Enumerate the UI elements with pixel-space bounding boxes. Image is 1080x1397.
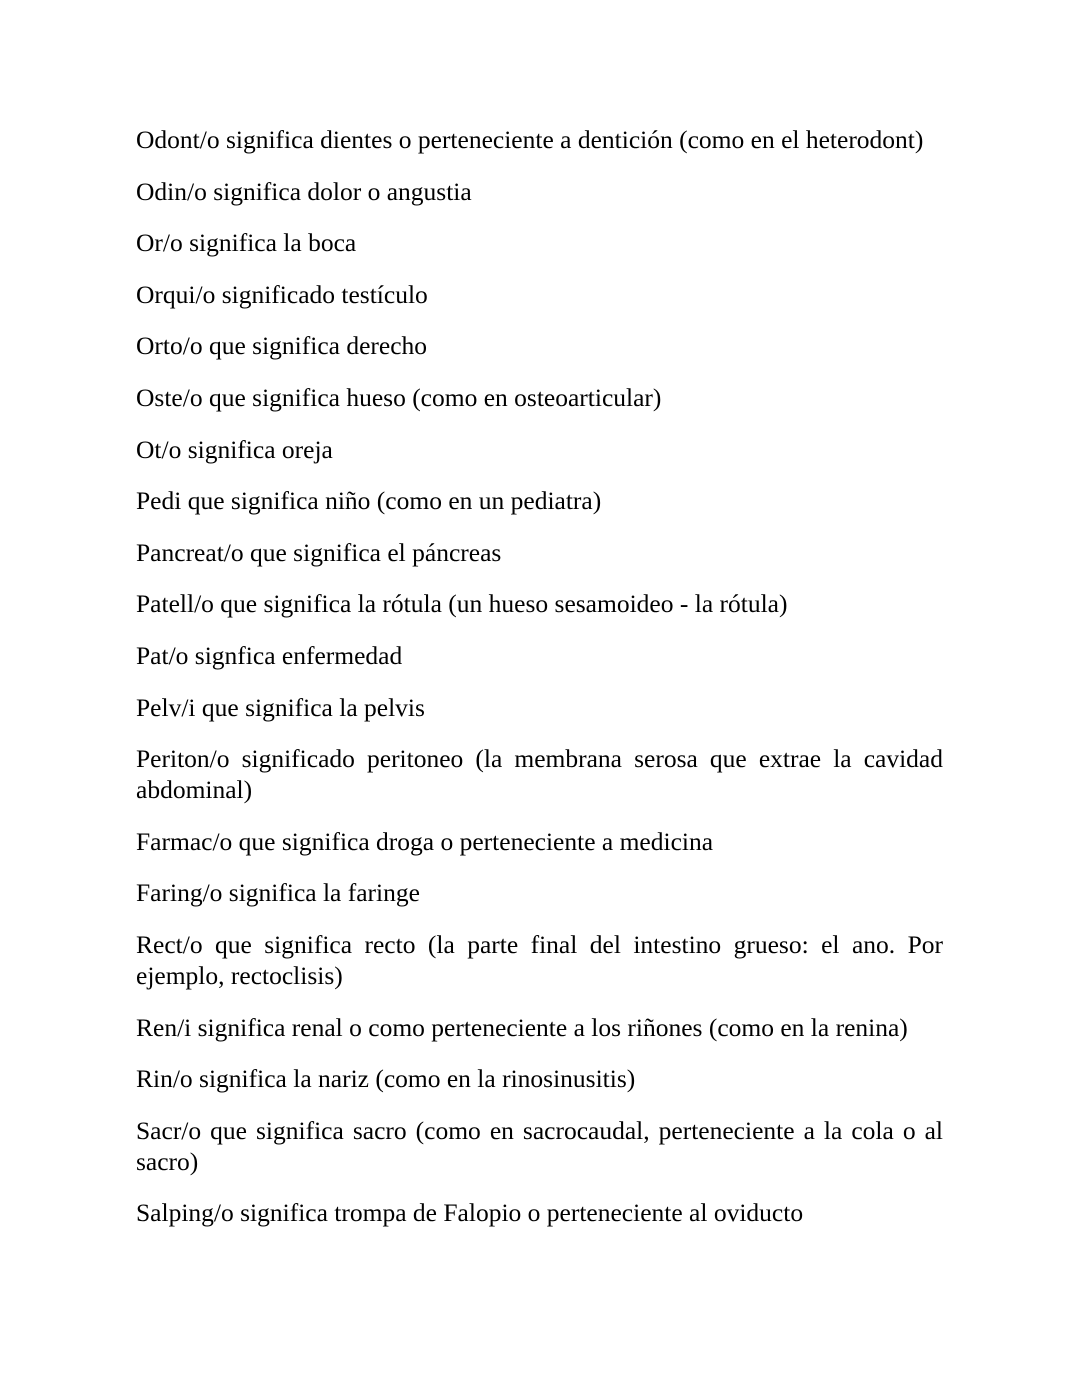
- glossary-entry: Ot/o significa oreja: [136, 434, 333, 464]
- glossary-entry: Or/o significa la boca: [136, 228, 357, 258]
- glossary-entry: Rin/o significa la nariz (como en la rinosinusitis): [136, 1064, 636, 1094]
- glossary-entry: Odin/o significa dolor o angustia: [136, 176, 472, 206]
- glossary-list: [136, 124, 943, 1249]
- glossary-entry: Pat/o signfica enfermedad: [136, 640, 403, 670]
- glossary-entry: Orqui/o significado testículo: [136, 279, 428, 309]
- glossary-entry: Salping/o significa trompa de Falopio o perteneciente al oviducto: [136, 1198, 804, 1228]
- glossary-entry: Ren/i significa renal o como perteneciente a los riñones (como en la renina): [136, 1012, 908, 1042]
- glossary-entry: Pancreat/o que significa el páncreas: [136, 537, 502, 567]
- glossary-entry: Patell/o que significa la rótula (un hueso sesamoideo - la rótula): [136, 589, 788, 619]
- glossary-entry: Sacr/o que significa sacro (como en sacrocaudal, perteneciente a la cola o al sacro): [136, 1115, 943, 1176]
- glossary-entry: Faring/o significa la faringe: [136, 878, 420, 908]
- glossary-entry: Pelv/i que significa la pelvis: [136, 692, 425, 722]
- glossary-entry: Odont/o significa dientes o perteneciente a dentición (como en el heterodont): [136, 125, 924, 154]
- glossary-entry: Farmac/o que significa droga o perteneciente a medicina: [136, 826, 714, 856]
- glossary-entry: Periton/o significado peritoneo (la membrana serosa que extrae la cavidad abdominal): [136, 744, 943, 805]
- glossary-entry: Oste/o que significa hueso (como en osteoarticular): [136, 382, 662, 412]
- glossary-entry: Rect/o que significa recto (la parte final del intestino grueso: el ano. Por ejemplo, rectoclisis): [136, 929, 943, 990]
- glossary-entry: Orto/o que significa derecho: [136, 331, 428, 361]
- glossary-entry: Pedi que significa niño (como en un pediatra): [136, 486, 602, 516]
